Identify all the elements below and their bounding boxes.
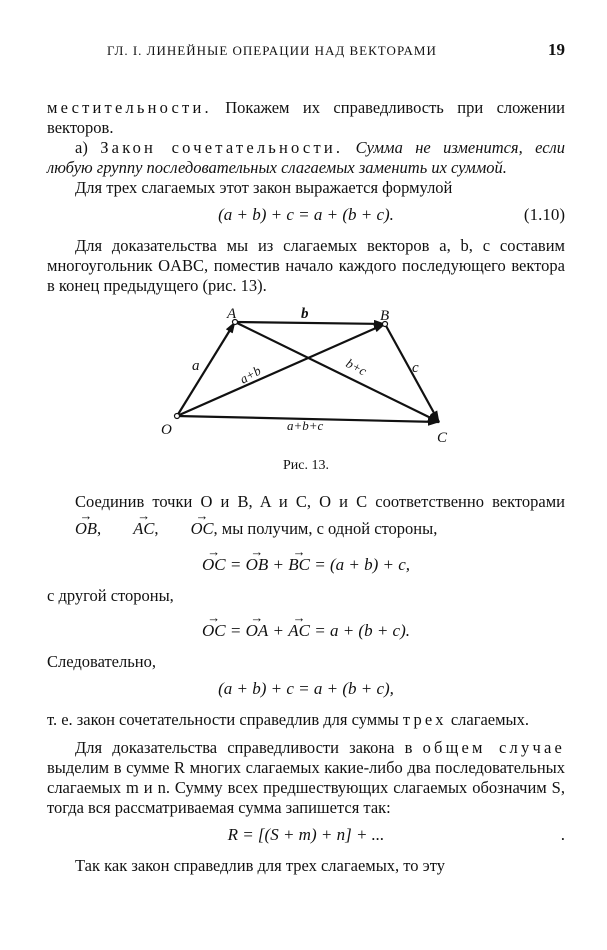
vector-OB: → OB [246, 554, 269, 576]
paragraph-5 [47, 488, 565, 542]
spaced-word: трех [402, 710, 447, 729]
paragraph-text-end: выделим в сумме R многих слагаемых какие-либо два последовательных слагаемых m и n. Сумму всех предшествующих слагаемых обозначим S, тогда вся рассматриваемая сумма запишется так: [47, 758, 565, 817]
vector-OC: → OC [163, 515, 214, 542]
label-C: C [437, 430, 448, 446]
equals: = [225, 621, 246, 640]
paragraph-4: Для доказательства мы из слагаемых векторов a, b, c составим многоугольник OABC, поместив начало каждого последующего вектора в конец предыдущего (рис. 13). [47, 236, 565, 295]
text-before: Соединив точки O и B, A и C, O и C соответственно векторами [75, 492, 565, 511]
paragraph-3: Для трех слагаемых этот закон выражается формулой [75, 178, 453, 197]
page [47, 40, 565, 876]
label-B: B [380, 308, 390, 324]
paragraph-6: с другой стороны, [47, 586, 174, 605]
label-a-plus-b: a+b [237, 362, 264, 387]
paragraph-text-end: слагаемых. [446, 710, 530, 729]
equation-3 [47, 620, 565, 642]
text-after: , мы получим, с одной стороны, [213, 519, 438, 538]
law-statement: Сумма не изменится, если любую группу последовательных слагаемых заменить их суммой. [47, 138, 565, 177]
plus: + [268, 555, 289, 574]
paragraph-7: Следовательно, [47, 652, 156, 671]
paragraph-10: Так как закон справедлив для трех слагаемых, то эту [75, 856, 445, 875]
equation-rest: = (a + b) + c, [309, 555, 411, 574]
vector-b [235, 322, 385, 324]
label-vector-c: c [412, 360, 419, 376]
vector-BC: → BC [288, 554, 310, 576]
equation-number: (1.10) [523, 205, 565, 224]
law-label: а) [75, 138, 101, 157]
separator: , [97, 519, 106, 538]
vector-AC: → AC [288, 620, 310, 642]
paragraph-text: т. е. закон сочетательности справедлив для суммы [47, 710, 403, 729]
paragraph-law [47, 138, 565, 178]
point-O [175, 414, 180, 419]
plus: + [268, 621, 289, 640]
vector-OA: → OA [246, 620, 269, 642]
paragraph-8 [47, 710, 565, 730]
label-A: A [227, 306, 237, 322]
label-b-plus-c: b+c [343, 355, 370, 379]
page-number: 19 [548, 40, 565, 59]
equation-body: (a + b) + c = a + (b + c), [218, 679, 394, 698]
equation-2 [47, 554, 565, 576]
vector-b-plus-c [235, 322, 439, 422]
equation-dot: . [560, 825, 565, 844]
paragraph-9 [47, 738, 565, 818]
paragraph-1 [47, 98, 565, 138]
paragraph-text: Для доказательства справедливости закона в [75, 738, 423, 757]
vector-AC: → AC [105, 515, 154, 542]
equation-5 [47, 824, 565, 846]
vector-OC: → OC [202, 554, 226, 576]
equation-4 [47, 678, 565, 700]
spaced-phrase: общем случае [422, 738, 565, 757]
label-vector-b: b [301, 306, 309, 322]
vector-OB: → OB [47, 515, 97, 542]
vector-OC: → OC [202, 620, 226, 642]
label-vector-a: a [192, 358, 200, 374]
vector-diagram [47, 304, 565, 454]
equals: = [225, 555, 246, 574]
figure-caption: Рис. 13. [283, 458, 329, 473]
law-name: Закон сочетательности. [100, 138, 344, 157]
running-header [47, 40, 565, 60]
figure-13 [47, 304, 565, 454]
equation-1-10 [47, 204, 565, 226]
paragraph-text: Покажем их справедливость при сложении векторов. [47, 98, 565, 137]
equation-body: R = [(S + m) + n] + ... [227, 825, 385, 844]
label-a-plus-b-plus-c: a+b+c [287, 418, 324, 433]
separator: , [154, 519, 163, 538]
equation-body: (a + b) + c = a + (b + c). [218, 205, 394, 224]
header-title: ГЛ. I. ЛИНЕЙНЫЕ ОПЕРАЦИИ НАД ВЕКТОРАМИ [107, 43, 437, 58]
spaced-word: местительности. [47, 98, 212, 117]
equation-rest: = a + (b + c). [309, 621, 411, 640]
vector-a [177, 322, 235, 416]
label-O: O [161, 422, 172, 438]
